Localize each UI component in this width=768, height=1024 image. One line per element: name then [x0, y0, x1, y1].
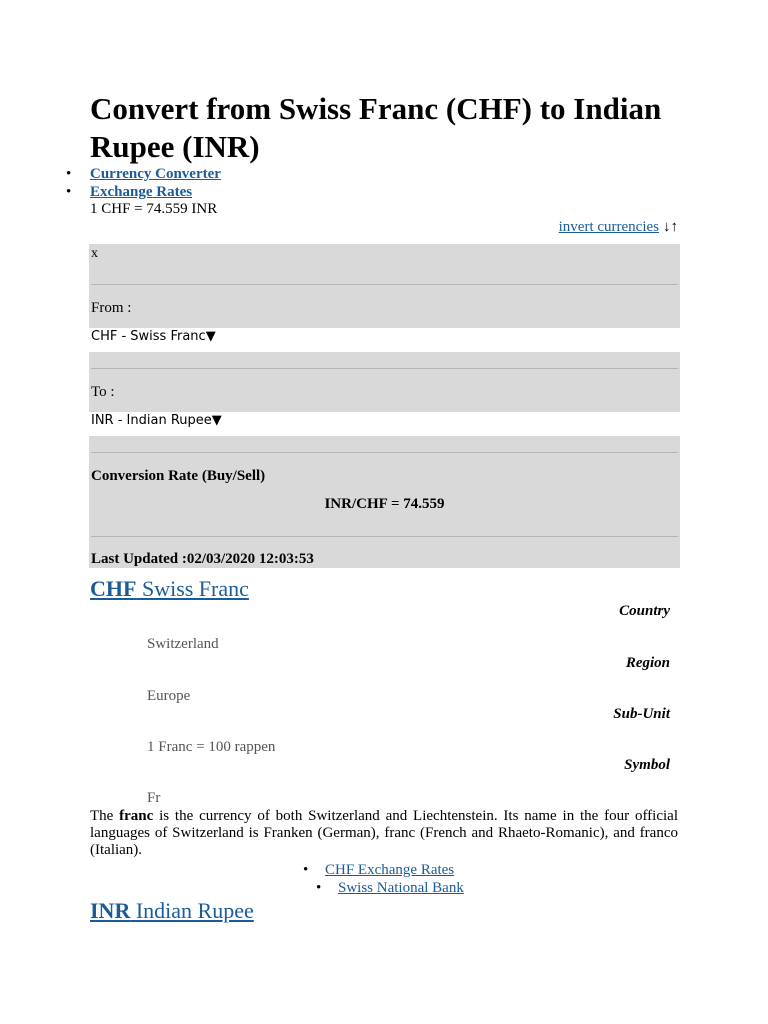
nav-item-exchange-rates: [66, 183, 221, 201]
chf-name: Swiss Franc: [136, 576, 249, 601]
region-value: Europe: [147, 688, 191, 704]
desc-bold: franc: [119, 808, 154, 824]
chf-exchange-rates-link[interactable]: CHF Exchange Rates: [325, 862, 455, 878]
exchange-rates-link[interactable]: Exchange Rates: [90, 184, 193, 200]
chf-code: CHF: [90, 576, 137, 601]
inr-heading[interactable]: [90, 898, 254, 924]
nav-list: [66, 165, 221, 201]
divider: [91, 452, 678, 453]
list-item: [316, 879, 464, 897]
divider: [91, 284, 678, 285]
sub-unit-label: Sub-Unit: [613, 706, 670, 722]
from-currency-value: CHF - Swiss Franc▼: [91, 329, 216, 344]
converter-panel-from: [89, 244, 680, 328]
desc-prefix: The: [90, 808, 120, 824]
bullet-icon: •: [303, 862, 309, 878]
page-title: Convert from Swiss Franc (CHF) to Indian Rupee (INR): [90, 91, 662, 164]
list-item: [303, 861, 455, 879]
to-currency-select[interactable]: [89, 412, 680, 436]
chf-links: [303, 861, 455, 879]
region-label: Region: [625, 655, 670, 671]
conversion-rate-value: INR/CHF = 74.559: [324, 496, 445, 512]
conversion-result-panel: [89, 436, 680, 568]
to-currency-value: INR - Indian Rupee▼: [91, 413, 222, 428]
bullet-icon: •: [66, 184, 72, 200]
invert-currencies-link[interactable]: invert currencies: [558, 219, 659, 235]
currency-converter-link[interactable]: Currency Converter: [90, 166, 221, 182]
divider: [91, 368, 678, 369]
from-label: From :: [91, 300, 132, 316]
invert-currencies: [559, 219, 678, 236]
nav-item-currency-converter: [66, 165, 221, 183]
country-value: Switzerland: [147, 636, 219, 652]
inr-name: Indian Rupee: [130, 898, 254, 923]
chf-description: [90, 808, 678, 859]
desc-rest: is the currency of both Switzerland and Liechtenstein. Its name in the four official languages of Switzerland is Franken (German), franc (French and Rhaeto-Romanic), and franco (Italian).: [90, 808, 678, 858]
close-button[interactable]: x: [91, 246, 98, 261]
to-label: To :: [91, 384, 115, 400]
bullet-icon: •: [66, 166, 72, 182]
from-currency-select[interactable]: [89, 328, 680, 352]
chf-heading[interactable]: [90, 576, 249, 602]
swiss-national-bank-link[interactable]: Swiss National Bank: [338, 880, 464, 896]
symbol-label: Symbol: [624, 757, 670, 773]
chf-links-nested: [316, 879, 464, 897]
swap-arrows-icon[interactable]: ↓↑: [663, 219, 678, 235]
inr-code: INR: [90, 898, 131, 923]
conversion-rate-label: Conversion Rate (Buy/Sell): [91, 468, 266, 484]
last-updated: Last Updated :02/03/2020 12:03:53: [91, 551, 314, 567]
rate-summary: 1 CHF = 74.559 INR: [90, 201, 218, 217]
country-label: Country: [619, 603, 670, 619]
converter-panel-to: [89, 352, 680, 412]
sub-unit-value: 1 Franc = 100 rappen: [147, 739, 276, 755]
symbol-value: Fr: [147, 790, 161, 806]
divider: [91, 536, 678, 537]
bullet-icon: •: [316, 880, 322, 896]
